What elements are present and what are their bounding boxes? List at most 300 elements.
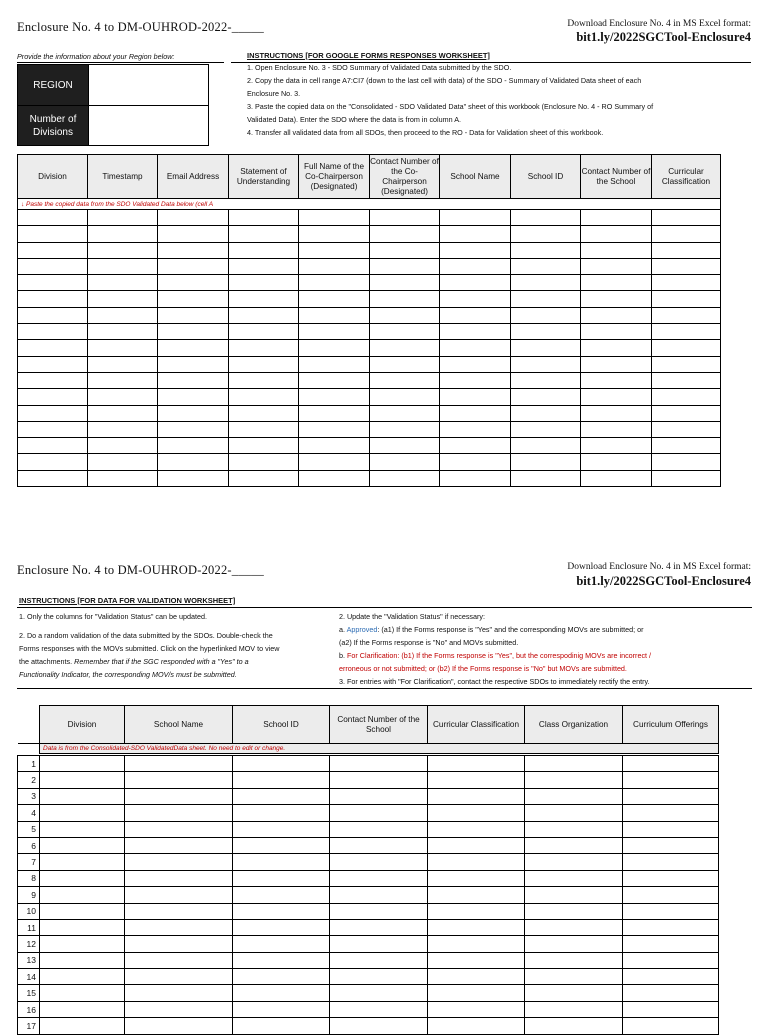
table-cell[interactable]: [233, 837, 330, 853]
table-cell[interactable]: [440, 340, 511, 356]
table-cell[interactable]: [440, 258, 511, 274]
table-cell[interactable]: [581, 226, 652, 242]
table-cell[interactable]: [88, 356, 158, 372]
table-cell[interactable]: [623, 887, 719, 903]
table-cell[interactable]: [652, 340, 721, 356]
table-cell[interactable]: [88, 291, 158, 307]
table-cell[interactable]: [581, 210, 652, 226]
table-cell[interactable]: [88, 389, 158, 405]
table-cell[interactable]: [652, 372, 721, 388]
table-cell[interactable]: [88, 470, 158, 486]
table-cell[interactable]: [88, 405, 158, 421]
table-cell[interactable]: [158, 356, 229, 372]
table-cell[interactable]: [299, 226, 370, 242]
table-cell[interactable]: [428, 821, 525, 837]
table-cell[interactable]: [525, 854, 623, 870]
table-cell[interactable]: [440, 210, 511, 226]
table-cell[interactable]: [229, 389, 299, 405]
table-cell[interactable]: [158, 226, 229, 242]
table-cell[interactable]: [125, 969, 233, 985]
table-cell[interactable]: [511, 242, 581, 258]
table-cell[interactable]: [88, 275, 158, 291]
table-cell[interactable]: [623, 936, 719, 952]
table-cell[interactable]: [299, 438, 370, 454]
table-cell[interactable]: [370, 356, 440, 372]
table-cell[interactable]: [581, 291, 652, 307]
table-cell[interactable]: [88, 438, 158, 454]
table-cell[interactable]: [125, 854, 233, 870]
table-cell[interactable]: [370, 324, 440, 340]
table-cell[interactable]: [652, 242, 721, 258]
table-cell[interactable]: [233, 870, 330, 886]
table-cell[interactable]: [233, 805, 330, 821]
table-cell[interactable]: [229, 258, 299, 274]
table-cell[interactable]: [623, 756, 719, 772]
table-cell[interactable]: [158, 438, 229, 454]
table-cell[interactable]: [428, 887, 525, 903]
table-cell[interactable]: [125, 936, 233, 952]
table-cell[interactable]: [158, 307, 229, 323]
table-cell[interactable]: [18, 405, 88, 421]
table-cell[interactable]: [330, 837, 428, 853]
table-cell[interactable]: [581, 340, 652, 356]
table-cell[interactable]: [525, 870, 623, 886]
table-cell[interactable]: [229, 470, 299, 486]
table-cell[interactable]: [652, 258, 721, 274]
table-cell[interactable]: [229, 210, 299, 226]
table-cell[interactable]: [525, 772, 623, 788]
table-row: [18, 772, 719, 788]
table-cell[interactable]: [511, 275, 581, 291]
table-cell[interactable]: [370, 340, 440, 356]
table-cell[interactable]: [158, 275, 229, 291]
table-cell[interactable]: [581, 389, 652, 405]
table-cell[interactable]: [330, 985, 428, 1001]
table-cell[interactable]: [158, 454, 229, 470]
table-cell[interactable]: [330, 936, 428, 952]
table-cell[interactable]: [299, 275, 370, 291]
table-cell[interactable]: [299, 356, 370, 372]
table-cell[interactable]: [158, 258, 229, 274]
table-cell[interactable]: [88, 324, 158, 340]
table-cell[interactable]: [88, 242, 158, 258]
table-cell[interactable]: [18, 470, 88, 486]
table-cell[interactable]: [18, 356, 88, 372]
table-cell[interactable]: [299, 454, 370, 470]
table-cell[interactable]: [18, 242, 88, 258]
table-cell[interactable]: [158, 372, 229, 388]
clarification-label: For Clarification: [347, 651, 398, 660]
table-cell[interactable]: [511, 226, 581, 242]
table-cell[interactable]: [370, 275, 440, 291]
table-cell[interactable]: [652, 454, 721, 470]
table-cell[interactable]: [623, 854, 719, 870]
sheet1-download-link[interactable]: bit1.ly/2022SGCTool-Enclosure4: [576, 30, 751, 44]
table-cell[interactable]: [440, 242, 511, 258]
table-cell[interactable]: [330, 1018, 428, 1034]
table-cell[interactable]: [440, 356, 511, 372]
table-cell[interactable]: [428, 854, 525, 870]
table-cell[interactable]: [125, 887, 233, 903]
table-cell[interactable]: [511, 210, 581, 226]
table-cell[interactable]: [623, 870, 719, 886]
table-cell[interactable]: [233, 1018, 330, 1034]
table-cell[interactable]: [525, 969, 623, 985]
table-cell[interactable]: [581, 438, 652, 454]
table-cell[interactable]: [125, 1001, 233, 1017]
table-cell[interactable]: [428, 837, 525, 853]
table-cell[interactable]: [18, 307, 88, 323]
table-cell[interactable]: [18, 291, 88, 307]
table-cell[interactable]: [428, 969, 525, 985]
table-cell[interactable]: [652, 210, 721, 226]
table-cell[interactable]: [623, 952, 719, 968]
table-cell[interactable]: [370, 372, 440, 388]
region-value-cell[interactable]: [88, 65, 209, 106]
table-cell[interactable]: [18, 275, 88, 291]
table-cell[interactable]: [440, 438, 511, 454]
table-cell[interactable]: [370, 454, 440, 470]
table-cell[interactable]: [229, 421, 299, 437]
table-cell[interactable]: [511, 340, 581, 356]
table-cell[interactable]: [428, 1018, 525, 1034]
table-cell[interactable]: [370, 307, 440, 323]
table-cell[interactable]: [18, 340, 88, 356]
table-cell[interactable]: [40, 952, 125, 968]
table-cell[interactable]: [428, 919, 525, 935]
table-cell[interactable]: [229, 340, 299, 356]
table-cell[interactable]: [229, 275, 299, 291]
table-cell[interactable]: [428, 936, 525, 952]
table-cell[interactable]: [370, 291, 440, 307]
table-cell[interactable]: [158, 405, 229, 421]
table-cell[interactable]: [652, 470, 721, 486]
table-cell[interactable]: [511, 291, 581, 307]
table-cell[interactable]: [233, 821, 330, 837]
table-cell[interactable]: [370, 389, 440, 405]
divisions-value-cell[interactable]: [88, 106, 209, 145]
table-cell[interactable]: [40, 887, 125, 903]
table-cell[interactable]: [330, 788, 428, 804]
table-cell[interactable]: [158, 291, 229, 307]
table-cell[interactable]: [525, 985, 623, 1001]
table-cell[interactable]: [125, 756, 233, 772]
table-cell[interactable]: [233, 887, 330, 903]
table-cell[interactable]: [18, 226, 88, 242]
table-cell[interactable]: [511, 258, 581, 274]
table-cell[interactable]: [233, 952, 330, 968]
table-cell[interactable]: [623, 805, 719, 821]
table-cell[interactable]: [229, 372, 299, 388]
table-cell[interactable]: [330, 952, 428, 968]
table-cell[interactable]: [233, 969, 330, 985]
table-cell[interactable]: [18, 324, 88, 340]
table-cell[interactable]: [440, 372, 511, 388]
table-cell[interactable]: [40, 756, 125, 772]
table-cell[interactable]: [428, 788, 525, 804]
table-cell[interactable]: [370, 242, 440, 258]
table-cell[interactable]: [330, 821, 428, 837]
table-cell[interactable]: [525, 1018, 623, 1034]
table-cell[interactable]: [158, 340, 229, 356]
table-cell[interactable]: [299, 405, 370, 421]
table-cell[interactable]: [125, 821, 233, 837]
table-cell[interactable]: [623, 919, 719, 935]
table-cell[interactable]: [652, 356, 721, 372]
sheet2-download-link[interactable]: bit1.ly/2022SGCTool-Enclosure4: [576, 574, 751, 588]
table-cell[interactable]: [525, 919, 623, 935]
table-cell[interactable]: [428, 805, 525, 821]
table-cell[interactable]: [125, 1018, 233, 1034]
table-cell[interactable]: [330, 854, 428, 870]
table-cell[interactable]: [40, 788, 125, 804]
row-number: 4: [18, 805, 40, 821]
region-info-box: [17, 64, 209, 146]
table-cell[interactable]: [330, 919, 428, 935]
table-cell[interactable]: [511, 389, 581, 405]
table-cell[interactable]: [40, 1001, 125, 1017]
table-cell[interactable]: [40, 837, 125, 853]
table-cell[interactable]: [652, 438, 721, 454]
table-cell[interactable]: [370, 405, 440, 421]
row-number: 3: [18, 788, 40, 804]
table-cell[interactable]: [229, 438, 299, 454]
table-cell[interactable]: [88, 210, 158, 226]
table-cell[interactable]: [299, 291, 370, 307]
table-cell[interactable]: [158, 210, 229, 226]
table-cell[interactable]: [581, 470, 652, 486]
table-cell[interactable]: [229, 405, 299, 421]
table-cell[interactable]: [440, 421, 511, 437]
table-cell[interactable]: [652, 389, 721, 405]
table-cell[interactable]: [125, 772, 233, 788]
table-cell[interactable]: [299, 340, 370, 356]
table-cell[interactable]: [233, 985, 330, 1001]
table-cell[interactable]: [623, 1018, 719, 1034]
table-cell[interactable]: [652, 421, 721, 437]
table-cell[interactable]: [299, 372, 370, 388]
table-cell[interactable]: [623, 788, 719, 804]
table-cell[interactable]: [440, 226, 511, 242]
table-cell[interactable]: [158, 421, 229, 437]
table-cell[interactable]: [158, 470, 229, 486]
table-cell[interactable]: [18, 372, 88, 388]
table-cell[interactable]: [88, 258, 158, 274]
table-cell[interactable]: [511, 470, 581, 486]
table-cell[interactable]: [623, 969, 719, 985]
table-cell[interactable]: [581, 307, 652, 323]
table-row: [18, 969, 719, 985]
table-cell[interactable]: [511, 324, 581, 340]
table-cell[interactable]: [233, 936, 330, 952]
table-cell[interactable]: [440, 291, 511, 307]
table-cell[interactable]: [623, 903, 719, 919]
table-cell[interactable]: [440, 454, 511, 470]
table-cell[interactable]: [440, 405, 511, 421]
table-cell[interactable]: [229, 307, 299, 323]
table-cell[interactable]: [428, 952, 525, 968]
table-cell[interactable]: [18, 454, 88, 470]
table-cell[interactable]: [525, 788, 623, 804]
table-cell[interactable]: [125, 805, 233, 821]
table-cell[interactable]: [511, 438, 581, 454]
table-cell[interactable]: [233, 772, 330, 788]
table-cell[interactable]: [525, 1001, 623, 1017]
table-cell[interactable]: [125, 952, 233, 968]
table-cell[interactable]: [581, 356, 652, 372]
table-cell[interactable]: [125, 985, 233, 1001]
table-cell[interactable]: [525, 805, 623, 821]
table-cell[interactable]: [233, 756, 330, 772]
table-cell[interactable]: [18, 438, 88, 454]
table-cell[interactable]: [18, 258, 88, 274]
table-cell[interactable]: [581, 405, 652, 421]
table-cell[interactable]: [581, 421, 652, 437]
table-header-row: [18, 155, 721, 199]
table-cell[interactable]: [370, 226, 440, 242]
table-cell[interactable]: [581, 275, 652, 291]
table-cell[interactable]: [623, 1001, 719, 1017]
table-cell[interactable]: [370, 470, 440, 486]
table-cell[interactable]: [233, 903, 330, 919]
table-cell[interactable]: [40, 903, 125, 919]
table-cell[interactable]: [370, 258, 440, 274]
table-cell[interactable]: [581, 454, 652, 470]
table-cell[interactable]: [330, 887, 428, 903]
table-cell[interactable]: [88, 307, 158, 323]
table-cell[interactable]: [229, 242, 299, 258]
table-cell[interactable]: [511, 356, 581, 372]
table-cell[interactable]: [652, 405, 721, 421]
table-cell[interactable]: [440, 307, 511, 323]
table-cell[interactable]: [88, 421, 158, 437]
table-cell[interactable]: [440, 470, 511, 486]
table-cell[interactable]: [511, 454, 581, 470]
table-cell[interactable]: [88, 340, 158, 356]
table-cell[interactable]: [40, 969, 125, 985]
table-cell[interactable]: [330, 903, 428, 919]
table-cell[interactable]: [299, 421, 370, 437]
table-cell[interactable]: [525, 952, 623, 968]
table-cell[interactable]: [233, 854, 330, 870]
table-cell[interactable]: [581, 242, 652, 258]
table-cell[interactable]: [125, 788, 233, 804]
table-cell[interactable]: [370, 210, 440, 226]
table-cell[interactable]: [581, 324, 652, 340]
table-cell[interactable]: [428, 772, 525, 788]
table-cell[interactable]: [623, 772, 719, 788]
table-cell[interactable]: [40, 772, 125, 788]
table-cell[interactable]: [299, 242, 370, 258]
table-cell[interactable]: [428, 1001, 525, 1017]
table-cell[interactable]: [125, 837, 233, 853]
table-cell[interactable]: [125, 903, 233, 919]
table-cell[interactable]: [229, 226, 299, 242]
table-cell[interactable]: [18, 421, 88, 437]
table-cell[interactable]: [158, 389, 229, 405]
table-cell[interactable]: [428, 756, 525, 772]
table-cell[interactable]: [299, 307, 370, 323]
table-cell[interactable]: [158, 324, 229, 340]
table-cell[interactable]: [440, 324, 511, 340]
table-cell[interactable]: [525, 756, 623, 772]
table-cell[interactable]: [88, 454, 158, 470]
table-cell[interactable]: [158, 242, 229, 258]
table-cell[interactable]: [440, 275, 511, 291]
table-cell[interactable]: [40, 919, 125, 935]
table-cell[interactable]: [581, 372, 652, 388]
table-cell[interactable]: [428, 870, 525, 886]
table-cell[interactable]: [18, 389, 88, 405]
table-cell[interactable]: [511, 372, 581, 388]
table-cell[interactable]: [233, 919, 330, 935]
table-cell[interactable]: [511, 405, 581, 421]
table-cell[interactable]: [440, 389, 511, 405]
table-cell[interactable]: [125, 919, 233, 935]
table-cell[interactable]: [299, 258, 370, 274]
table-cell[interactable]: [428, 985, 525, 1001]
table-cell[interactable]: [428, 903, 525, 919]
table-cell[interactable]: [652, 324, 721, 340]
table-cell[interactable]: [652, 275, 721, 291]
table-cell[interactable]: [525, 821, 623, 837]
table-cell[interactable]: [581, 258, 652, 274]
table-cell[interactable]: [330, 772, 428, 788]
table-cell[interactable]: [40, 805, 125, 821]
table-cell[interactable]: [623, 837, 719, 853]
table-cell[interactable]: [88, 372, 158, 388]
table-cell[interactable]: [511, 421, 581, 437]
table-cell[interactable]: [40, 1018, 125, 1034]
table-cell[interactable]: [40, 870, 125, 886]
table-cell[interactable]: [40, 936, 125, 952]
table-cell[interactable]: [88, 226, 158, 242]
table-cell[interactable]: [299, 470, 370, 486]
table-cell[interactable]: [40, 985, 125, 1001]
table-cell[interactable]: [299, 389, 370, 405]
table-cell[interactable]: [299, 324, 370, 340]
table-cell[interactable]: [299, 210, 370, 226]
table-cell[interactable]: [229, 356, 299, 372]
table-cell[interactable]: [652, 291, 721, 307]
table-cell[interactable]: [18, 210, 88, 226]
table-cell[interactable]: [623, 985, 719, 1001]
table-cell[interactable]: [330, 870, 428, 886]
table-cell[interactable]: [233, 1001, 330, 1017]
table-cell[interactable]: [652, 307, 721, 323]
table-cell[interactable]: [330, 756, 428, 772]
table-cell[interactable]: [652, 226, 721, 242]
table-cell[interactable]: [525, 903, 623, 919]
table-cell[interactable]: [229, 324, 299, 340]
table-cell[interactable]: [623, 821, 719, 837]
table-cell[interactable]: [330, 969, 428, 985]
table-cell[interactable]: [40, 854, 125, 870]
table-cell[interactable]: [511, 307, 581, 323]
table-cell[interactable]: [370, 438, 440, 454]
table-cell[interactable]: [330, 1001, 428, 1017]
table-cell[interactable]: [229, 454, 299, 470]
table-cell[interactable]: [125, 870, 233, 886]
table-cell[interactable]: [40, 821, 125, 837]
table-cell[interactable]: [330, 805, 428, 821]
table-cell[interactable]: [229, 291, 299, 307]
table-cell[interactable]: [525, 837, 623, 853]
table-cell[interactable]: [233, 788, 330, 804]
table-cell[interactable]: [525, 887, 623, 903]
table-cell[interactable]: [525, 936, 623, 952]
table-cell[interactable]: [370, 421, 440, 437]
